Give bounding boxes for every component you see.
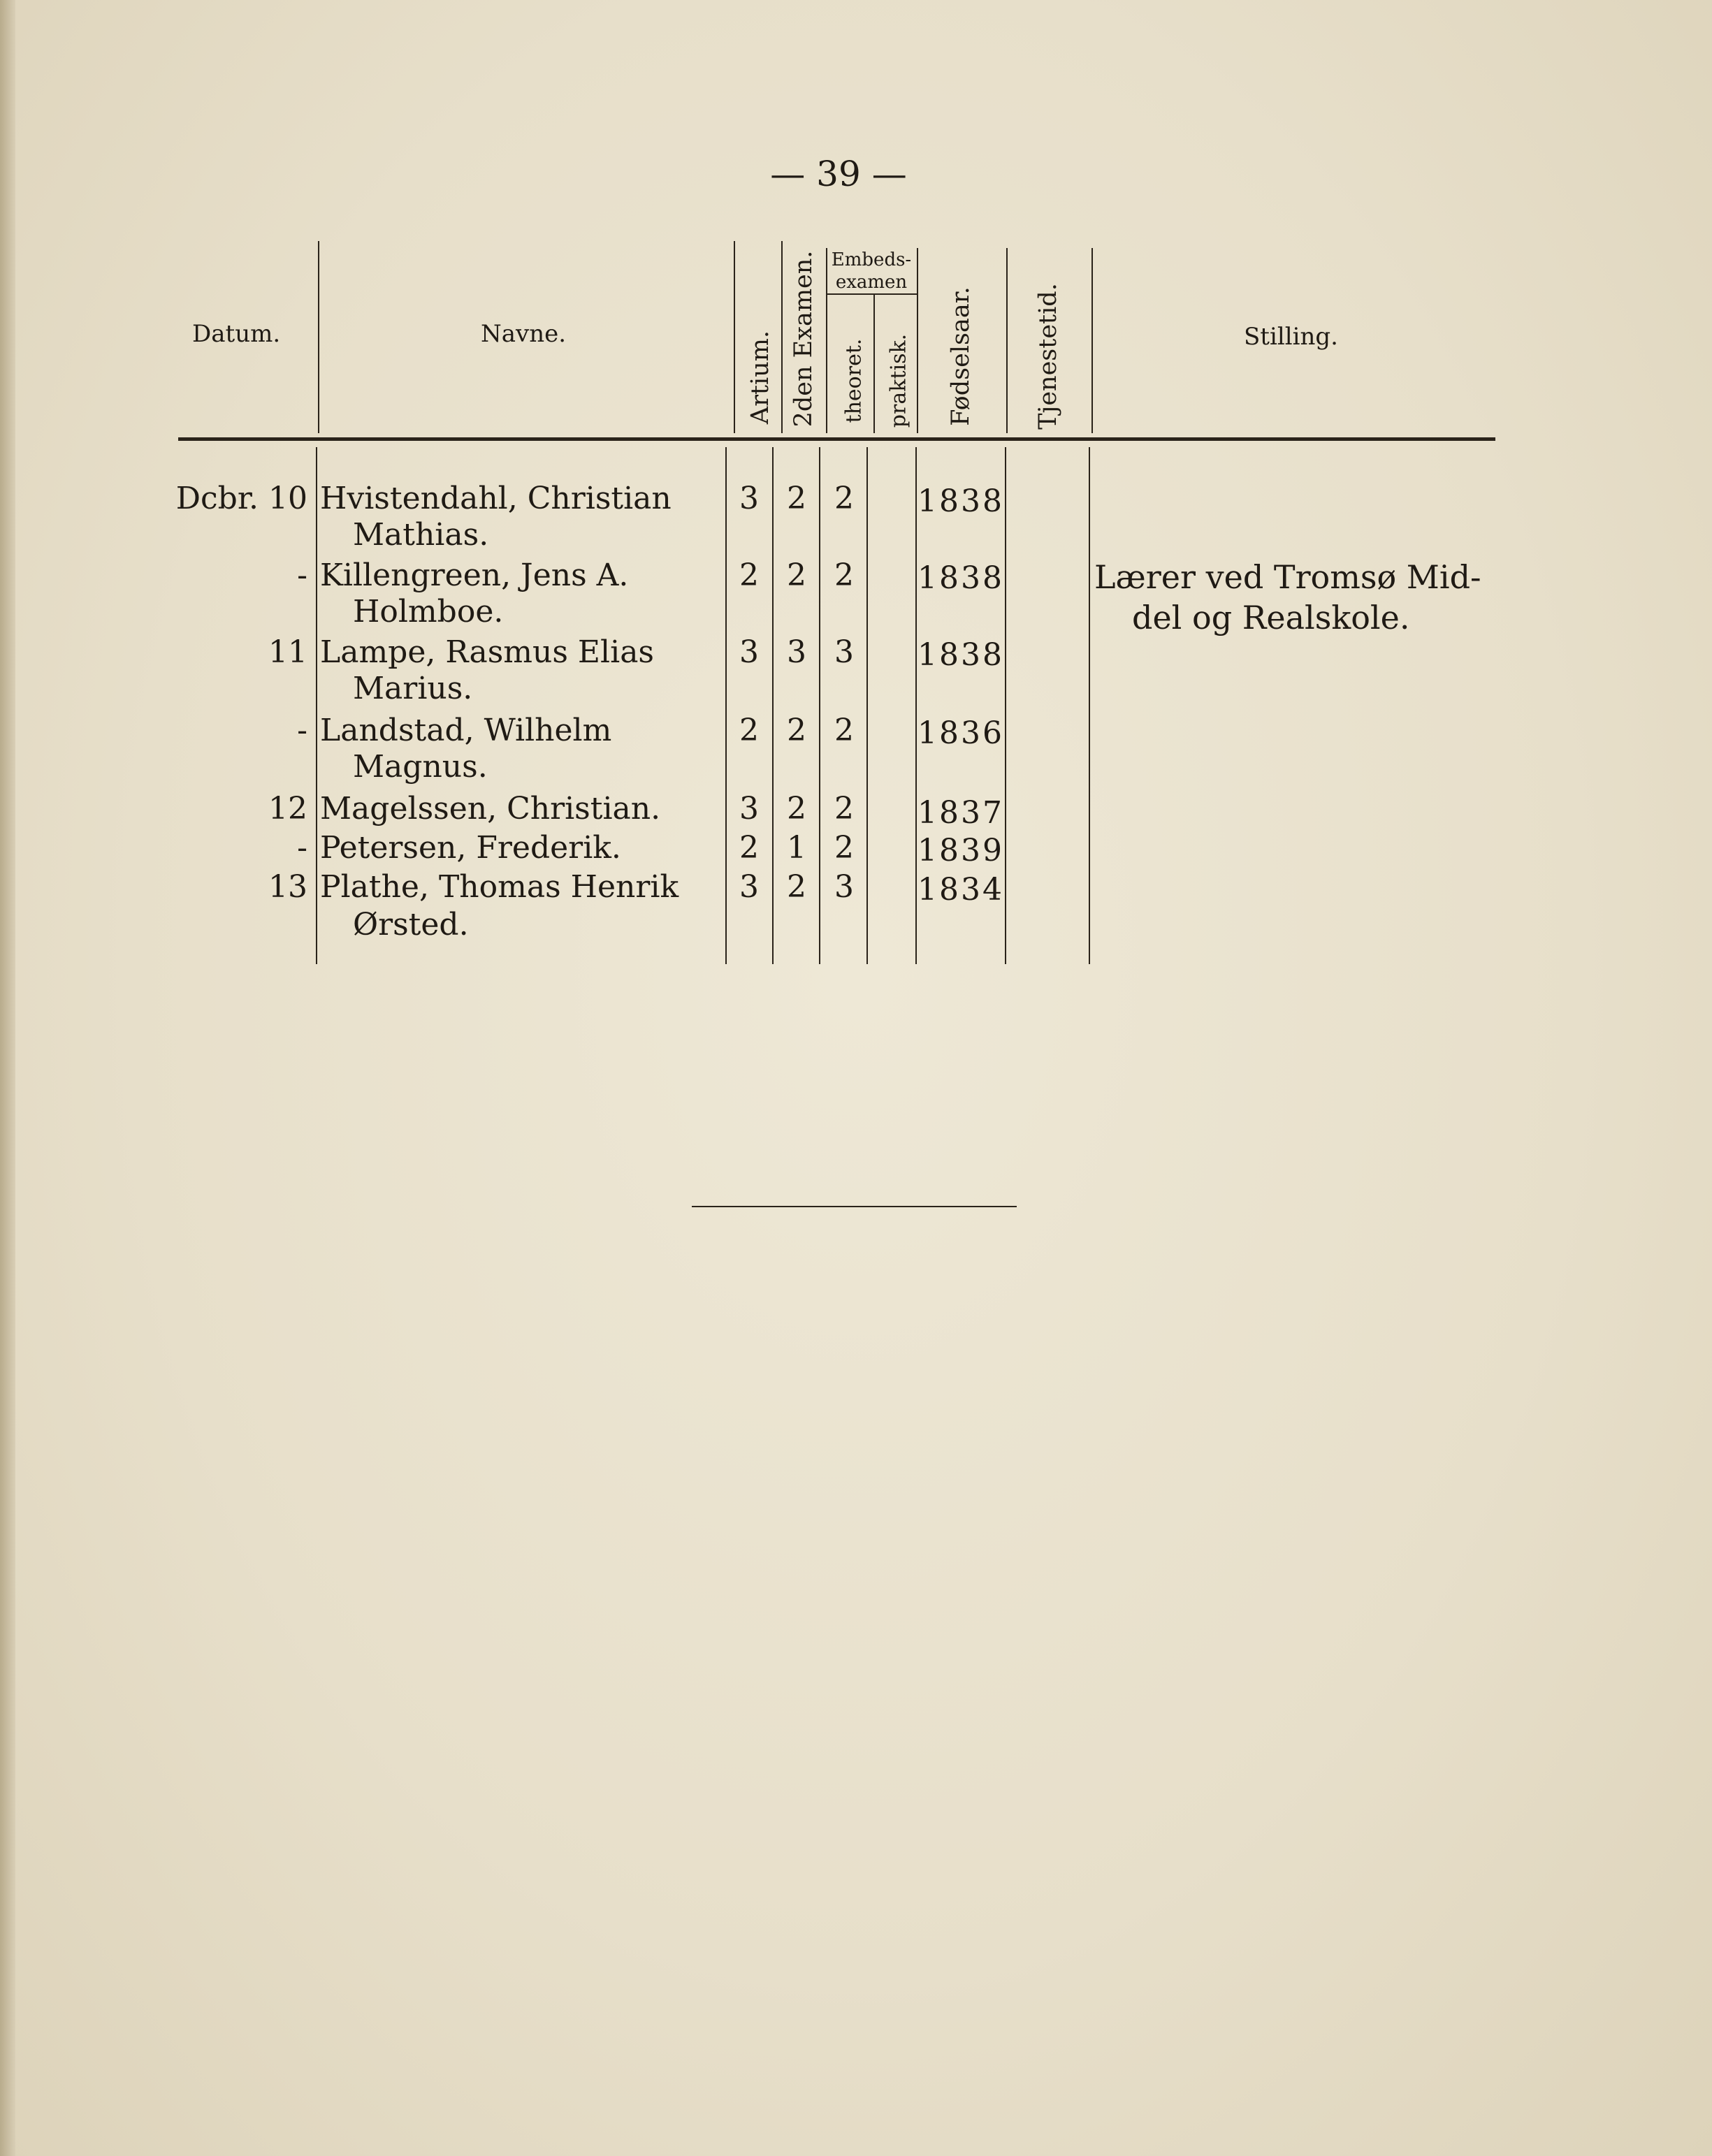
header-rule [781,241,783,433]
header-tjenestetid: Tjenestetid. [1034,283,1062,430]
row-fodselsaar: 1838 [917,483,1004,519]
row-artium: 3 [739,791,759,826]
embedsexamen-rule [826,293,917,295]
row-theoret: 3 [834,634,854,670]
row-name: Hvistendahl, Christian [320,481,672,516]
row-theoret: 3 [834,869,854,905]
header-embedsexamen-line2: examen [835,272,908,293]
row-fodselsaar: 1838 [917,637,1004,673]
row-artium: 2 [739,713,759,748]
row-date: - [297,558,307,593]
row-stilling: Lærer ved Tromsø Mid- [1094,558,1481,596]
row-name: Landstad, Wilhelm [320,713,612,748]
header-embedsexamen-line1: Embeds- [831,249,912,270]
header-stilling: Stilling. [1244,323,1338,351]
column-rule [725,447,727,964]
header-anden-examen: 2den Examen. [790,250,818,428]
row-anden-examen: 1 [787,830,806,866]
column-rule [1089,447,1090,964]
header-fodselsaar: Fødselsaar. [947,286,975,426]
row-theoret: 2 [834,791,854,826]
row-fodselsaar: 1837 [917,795,1004,831]
row-fodselsaar: 1838 [917,560,1004,596]
row-anden-examen: 2 [787,869,806,905]
row-fodselsaar: 1839 [917,833,1004,868]
row-name-continuation: Ørsted. [353,907,469,942]
header-rule [734,241,735,433]
header-theoret: theoret. [841,338,866,423]
header-rule [917,248,918,433]
row-name: Petersen, Frederik. [320,830,621,866]
binding-edge [0,0,15,2156]
row-anden-examen: 2 [787,481,806,516]
header-bottom-rule [178,437,1495,441]
column-rule [866,447,868,964]
row-name: Lampe, Rasmus Elias [320,634,655,670]
row-artium: 3 [739,869,759,905]
row-date: 11 [268,634,307,670]
header-embedsexamen [826,249,917,293]
row-anden-examen: 2 [787,558,806,593]
row-date: 13 [268,869,307,905]
row-anden-examen: 3 [787,634,806,670]
row-artium: 3 [739,481,759,516]
column-rule [819,447,820,964]
row-artium: 2 [739,830,759,866]
header-rule [826,248,827,433]
row-name-continuation: Mathias. [353,517,489,553]
row-date: Dcbr. 10 [175,481,307,516]
header-rule [1006,248,1008,433]
row-fodselsaar: 1836 [917,715,1004,751]
row-theoret: 2 [834,713,854,748]
row-date: - [297,713,307,748]
column-rule [772,447,774,964]
row-date: - [297,830,307,866]
row-stilling-continuation: del og Realskole. [1132,599,1410,636]
row-theoret: 2 [834,481,854,516]
header-rule [873,293,875,433]
row-theoret: 2 [834,558,854,593]
header-rule [1091,248,1093,433]
row-anden-examen: 2 [787,791,806,826]
header-praktisk: praktisk. [886,333,911,428]
header-navne: Navne. [481,320,567,348]
header-datum: Datum. [192,320,281,348]
row-name: Plathe, Thomas Henrik [320,869,679,905]
row-date: 12 [268,791,307,826]
row-artium: 3 [739,634,759,670]
row-name-continuation: Marius. [353,671,473,706]
page-number: — 39 — [770,154,907,194]
closing-rule [692,1206,1017,1207]
row-name: Magelssen, Christian. [320,791,661,826]
row-fodselsaar: 1834 [917,872,1004,908]
row-name-continuation: Holmboe. [353,594,504,629]
row-name-continuation: Magnus. [353,749,488,785]
header-rule [318,241,319,433]
column-rule [316,447,317,964]
row-artium: 2 [739,558,759,593]
row-theoret: 2 [834,830,854,866]
row-name: Killengreen, Jens A. [320,558,629,593]
row-anden-examen: 2 [787,713,806,748]
header-artium: Artium. [746,330,774,425]
